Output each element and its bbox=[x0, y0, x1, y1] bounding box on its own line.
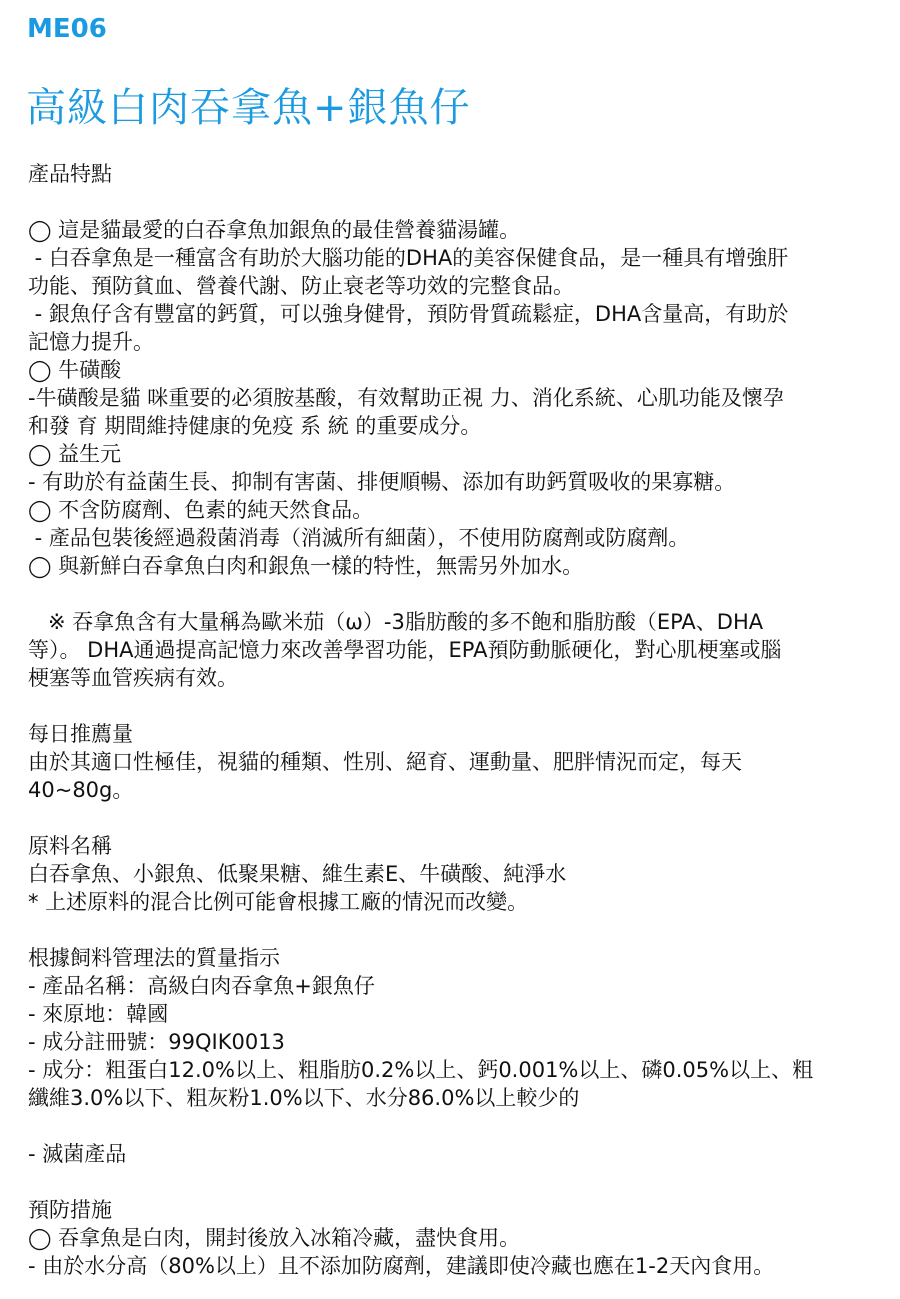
daily-heading: 每日推薦量 bbox=[28, 722, 133, 746]
quality-heading: 根據飼料管理法的質量指示 bbox=[28, 946, 280, 970]
features-line: -牛磺酸是貓 咪重要的必須胺基酸，有效幫助正視 力、消化系統、心肌功能及懷孕 bbox=[28, 386, 784, 410]
features-line: 記憶力提升。 bbox=[28, 330, 154, 354]
product-title: 高級白肉吞拿魚+銀魚仔 bbox=[26, 85, 471, 131]
features-line: - 產品包裝後經過殺菌消毒（消滅所有細菌），不使用防腐劑或防腐劑。 bbox=[28, 526, 690, 550]
spacer bbox=[28, 1168, 878, 1196]
features-line: 和發 育 期間維持健康的免疫 系 統 的重要成分。 bbox=[28, 414, 482, 438]
ingredients-line: * 上述原料的混合比例可能會根據工廠的情況而改變。 bbox=[28, 890, 529, 914]
precautions-heading: 預防措施 bbox=[28, 1198, 112, 1222]
quality-line: 纖維3.0%以下、粗灰粉1.0%以下、水分86.0%以上較少的 bbox=[28, 1086, 580, 1110]
features-line: ◯ 這是貓最愛的白吞拿魚加銀魚的最佳營養貓湯罐。 bbox=[28, 218, 521, 242]
features-heading: 產品特點 bbox=[28, 162, 112, 186]
spacer bbox=[28, 1112, 878, 1140]
features-line: - 銀魚仔含有豐富的鈣質，可以強身健骨，預防骨質疏鬆症，DHA含量高，有助於 bbox=[28, 302, 789, 326]
spacer bbox=[28, 804, 878, 832]
ingredients-heading: 原料名稱 bbox=[28, 834, 112, 858]
product-description bbox=[28, 160, 878, 1280]
features-line: - 白吞拿魚是一種富含有助於大腦功能的DHA的美容保健食品，是一種具有增強肝 bbox=[28, 246, 789, 270]
quality-line: - 成分：粗蛋白12.0%以上、粗脂肪0.2%以上、鈣0.001%以上、磷0.05%以上、粗 bbox=[28, 1058, 814, 1082]
features-line: ◯ 牛磺酸 bbox=[28, 358, 122, 382]
spacer bbox=[28, 580, 878, 608]
note-line: 梗塞等血管疾病有效。 bbox=[28, 666, 238, 690]
quality-line: - 成分註冊號：99QIK0013 bbox=[28, 1030, 285, 1054]
spacer bbox=[28, 188, 878, 216]
spacer bbox=[28, 916, 878, 944]
features-line: - 有助於有益菌生長、抑制有害菌、排便順暢、添加有助鈣質吸收的果寡糖。 bbox=[28, 470, 736, 494]
features-line: 功能、預防貧血、營養代謝、防止衰老等功效的完整食品。 bbox=[28, 274, 574, 298]
quality-line: - 來原地：韓國 bbox=[28, 1002, 169, 1026]
precautions-line: - 由於水分高（80%以上）且不添加防腐劑，建議即使冷藏也應在1-2天內食用。 bbox=[28, 1254, 775, 1278]
note-line: ※ 吞拿魚含有大量稱為歐米茄（ω）-3脂肪酸的多不飽和脂肪酸（EPA、DHA bbox=[28, 610, 764, 634]
ingredients-line: 白吞拿魚、小銀魚、低聚果糖、維生素E、牛磺酸、純淨水 bbox=[28, 862, 567, 886]
features-line: ◯ 益生元 bbox=[28, 442, 122, 466]
quality-line: - 產品名稱：高級白肉吞拿魚+銀魚仔 bbox=[28, 974, 375, 998]
precautions-line: ◯ 吞拿魚是白肉，開封後放入冰箱冷藏，盡快食用。 bbox=[28, 1226, 521, 1250]
product-code: ME06 bbox=[27, 14, 107, 44]
features-line: ◯ 與新鮮白吞拿魚白肉和銀魚一樣的特性，無需另外加水。 bbox=[28, 554, 584, 578]
sterilized-line: - 滅菌產品 bbox=[28, 1142, 127, 1166]
features-line: ◯ 不含防腐劑、色素的純天然食品。 bbox=[28, 498, 374, 522]
spacer bbox=[28, 692, 878, 720]
daily-line: 40~80g。 bbox=[28, 778, 134, 802]
daily-line: 由於其適口性極佳，視貓的種類、性別、絕育、運動量、肥胖情況而定，每天 bbox=[28, 750, 742, 774]
note-line: 等）。 DHA通過提高記憶力來改善學習功能，EPA預防動脈硬化，對心肌梗塞或腦 bbox=[28, 638, 782, 662]
